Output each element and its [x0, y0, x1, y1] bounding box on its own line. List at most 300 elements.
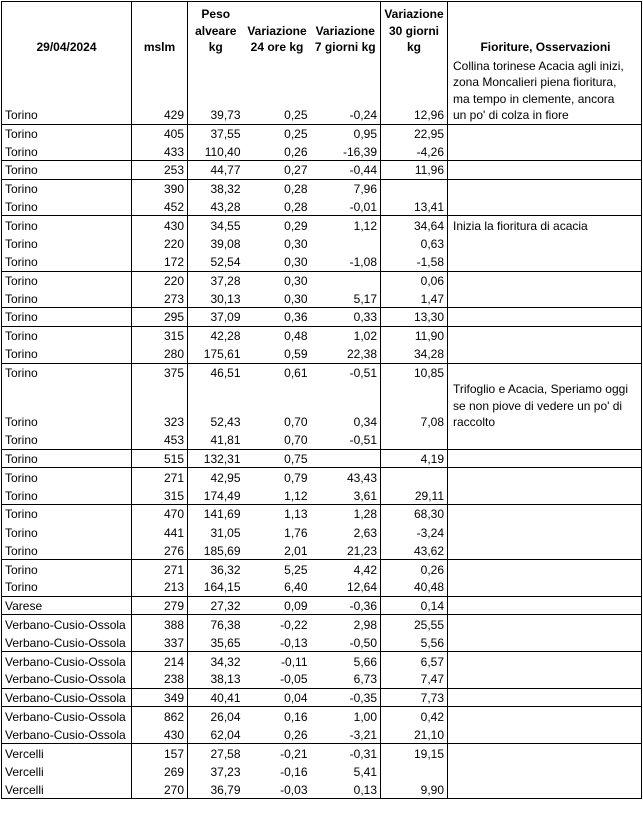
table-row: [2, 633, 642, 651]
observations-cell: [448, 633, 642, 651]
observations-cell: [448, 596, 642, 614]
change-24h-cell: -0,16: [280, 764, 308, 779]
hive-weight-cell: 43,28: [188, 198, 244, 216]
altitude-cell: 430: [132, 216, 188, 234]
observations-cell: [448, 381, 642, 431]
change-7d-cell: -0,01: [311, 198, 381, 216]
table-row: [2, 468, 642, 486]
altitude-cell: 295: [132, 308, 188, 326]
change-30d-cell: 13,41: [381, 198, 448, 216]
observations-cell: [448, 486, 642, 504]
table-row: [2, 670, 642, 688]
province-cell: Torino: [2, 58, 132, 125]
observations-cell: [448, 216, 642, 234]
change-30d-cell: -4,26: [381, 142, 448, 160]
province-cell: Verbano-Cusio-Ossola: [2, 652, 132, 670]
hive-weight-cell: 30,13: [188, 290, 244, 308]
province-cell: Torino: [2, 308, 132, 326]
change-30d-cell: 0,63: [381, 234, 448, 252]
change-7d-cell: 5,41: [311, 762, 381, 780]
change-24h-cell: 1,76: [284, 525, 308, 540]
hive-weight-cell: 36,32: [210, 562, 241, 577]
change-30d-cell: 11,96: [381, 161, 448, 179]
header-line: alveare: [195, 23, 237, 38]
table-row: [2, 290, 642, 308]
change-24h-cell: -0,05: [244, 670, 311, 688]
change-30d-cell: 11,90: [381, 326, 448, 344]
province-cell: Torino: [2, 271, 132, 289]
change-7d-cell: 5,17: [311, 290, 381, 308]
change-7d-cell: -0,31: [311, 744, 381, 762]
table-row: [2, 725, 642, 743]
change-7d-cell: 12,64: [311, 578, 381, 596]
header-line: kg: [406, 40, 421, 54]
change-7d-cell: -0,50: [311, 633, 381, 651]
change-7d-cell: 22,38: [311, 345, 381, 363]
hive-weight-cell: 31,05: [210, 525, 241, 540]
province-cell: Vercelli: [2, 744, 132, 762]
change-7d-cell: 2,63: [311, 523, 381, 541]
change-7d-cell: 6,73: [311, 670, 381, 688]
table-row: [2, 308, 642, 326]
altitude-cell: 429: [132, 58, 188, 125]
hive-weight-cell: 38,13: [188, 670, 244, 688]
hive-weight-cell: 35,65: [188, 633, 244, 651]
province-cell: Torino: [2, 290, 132, 308]
hive-weight-cell: 76,38: [210, 617, 241, 632]
change-7d-cell: [311, 271, 381, 289]
change-30d-cell: 43,62: [381, 541, 448, 559]
header-altitude: mslm: [132, 2, 188, 58]
observations-cell: [448, 688, 642, 706]
hive-weight-cell: 44,77: [188, 161, 244, 179]
table-row: [2, 381, 642, 431]
change-7d-cell: 4,42: [311, 560, 381, 578]
observations-cell: [448, 363, 642, 381]
observation-line: raccolto: [453, 415, 496, 430]
change-30d-cell: 9,90: [381, 780, 448, 798]
change-30d-cell: 7,47: [381, 670, 448, 688]
header-line: 30 giorni: [388, 23, 439, 38]
change-24h-cell: 0,36: [244, 308, 311, 326]
observations-cell: [448, 198, 642, 216]
province-cell: Verbano-Cusio-Ossola: [2, 615, 132, 633]
altitude-cell: 315: [132, 486, 188, 504]
altitude-cell: 270: [132, 780, 188, 798]
province-cell: Torino: [2, 234, 132, 252]
table-row: [2, 234, 642, 252]
change-7d-cell: -0,51: [311, 363, 381, 381]
change-24h-cell: 0,30: [284, 237, 308, 252]
change-7d-cell: 43,43: [311, 468, 381, 486]
observations-cell: [448, 523, 642, 541]
province-cell: Torino: [2, 124, 132, 142]
change-24h-cell: -0,22: [280, 617, 308, 632]
change-24h-cell: 0,04: [244, 688, 311, 706]
change-7d-cell: 0,34: [311, 381, 381, 431]
change-24h-cell: -0,21: [280, 746, 308, 761]
table-row: [2, 596, 642, 614]
observation-line: se non piove di vedere un po' di: [453, 398, 623, 413]
change-30d-cell: 19,15: [381, 744, 448, 762]
observation-line: Trifoglio e Acacia, Speriamo oggi: [453, 382, 628, 397]
altitude-cell: 453: [132, 431, 188, 449]
province-cell: Verbano-Cusio-Ossola: [2, 707, 132, 725]
hive-weight-cell: 164,15: [188, 578, 244, 596]
change-7d-cell: 1,02: [311, 326, 381, 344]
change-24h-cell: 0,25: [284, 126, 308, 141]
observations-cell: [448, 725, 642, 743]
change-30d-cell: 12,96: [381, 58, 448, 125]
change-7d-cell: -0,51: [311, 431, 381, 449]
altitude-cell: 220: [132, 234, 188, 252]
change-7d-cell: 0,33: [311, 308, 381, 326]
province-cell: Varese: [2, 596, 132, 614]
hive-weight-cell: 26,04: [210, 709, 241, 724]
province-cell: Torino: [2, 486, 132, 504]
observations-cell: [448, 253, 642, 271]
change-24h-cell: 6,40: [244, 578, 311, 596]
observations-cell: [448, 308, 642, 326]
province-cell: Verbano-Cusio-Ossola: [2, 670, 132, 688]
change-24h-cell: 1,12: [244, 486, 311, 504]
hive-weight-cell: 37,09: [188, 308, 244, 326]
table-row: [2, 271, 642, 289]
change-7d-cell: -16,39: [311, 142, 381, 160]
observations-cell: [448, 780, 642, 798]
change-7d-cell: 2,98: [311, 615, 381, 633]
hive-weight-cell: 39,73: [188, 58, 244, 125]
table-row: [2, 198, 642, 216]
change-30d-cell: [381, 762, 448, 780]
province-cell: Torino: [2, 161, 132, 179]
change-30d-cell: 0,06: [381, 271, 448, 289]
province-cell: Verbano-Cusio-Ossola: [2, 633, 132, 651]
change-24h-cell: 0,16: [284, 709, 308, 724]
header-change-30d: [381, 2, 448, 58]
altitude-cell: 430: [132, 725, 188, 743]
observations-cell: [448, 449, 642, 467]
province-cell: Torino: [2, 345, 132, 363]
observations-cell: [448, 124, 642, 142]
observation-line: un po' di colza in fiore: [453, 108, 569, 122]
table-row: [2, 615, 642, 633]
altitude-cell: 253: [132, 161, 188, 179]
table-row: [2, 744, 642, 762]
table-row: [2, 505, 642, 523]
change-24h-cell: 0,59: [244, 345, 311, 363]
altitude-cell: 405: [132, 124, 188, 142]
change-24h-cell: 0,09: [244, 596, 311, 614]
altitude-cell: 390: [132, 179, 188, 197]
change-7d-cell: -0,44: [311, 161, 381, 179]
observations-cell: [448, 271, 642, 289]
observations-cell: [448, 707, 642, 725]
table-row: [2, 523, 642, 541]
change-30d-cell: 29,11: [381, 486, 448, 504]
table-row: [2, 326, 642, 344]
hive-weight-cell: 141,69: [203, 507, 241, 522]
table-row: [2, 688, 642, 706]
change-24h-cell: 0,29: [284, 218, 308, 233]
change-7d-cell: 1,00: [311, 707, 381, 725]
altitude-cell: 337: [132, 633, 188, 651]
province-cell: Torino: [2, 541, 132, 559]
change-7d-cell: 5,66: [311, 652, 381, 670]
change-30d-cell: -1,58: [381, 253, 448, 271]
header-line: Peso: [201, 7, 231, 21]
change-24h-cell: 0,30: [244, 253, 311, 271]
beehive-weight-table: [1, 1, 642, 799]
change-24h-cell: 0,75: [244, 449, 311, 467]
table-row: [2, 142, 642, 160]
province-cell: Torino: [2, 431, 132, 449]
change-30d-cell: 4,19: [381, 449, 448, 467]
altitude-cell: 269: [132, 762, 188, 780]
observations-cell: [448, 326, 642, 344]
change-24h-cell: 0,48: [284, 329, 308, 344]
hive-weight-cell: 132,31: [188, 449, 244, 467]
change-24h-cell: 0,70: [244, 431, 311, 449]
observation-line: zona Moncalieri piena fioritura,: [453, 75, 617, 89]
hive-weight-cell: 62,04: [188, 725, 244, 743]
hive-weight-cell: 34,55: [210, 218, 241, 233]
observations-cell: [448, 161, 642, 179]
province-cell: Torino: [2, 198, 132, 216]
change-30d-cell: [381, 431, 448, 449]
altitude-cell: 271: [132, 560, 188, 578]
change-24h-cell: 0,30: [284, 274, 308, 289]
altitude-cell: 388: [132, 615, 188, 633]
altitude-cell: 315: [132, 326, 188, 344]
table-row: [2, 253, 642, 271]
province-cell: Vercelli: [2, 762, 132, 780]
province-cell: Torino: [2, 381, 132, 431]
change-24h-cell: 0,25: [244, 58, 311, 125]
altitude-cell: 271: [132, 468, 188, 486]
change-24h-cell: 0,26: [244, 725, 311, 743]
altitude-cell: 470: [132, 505, 188, 523]
change-30d-cell: 7,73: [381, 688, 448, 706]
change-30d-cell: 13,30: [381, 308, 448, 326]
observations-cell: [448, 744, 642, 762]
province-cell: Vercelli: [2, 780, 132, 798]
change-30d-cell: 68,30: [381, 505, 448, 523]
hive-weight-cell: 37,55: [210, 126, 241, 141]
change-30d-cell: 25,55: [381, 615, 448, 633]
change-24h-cell: 0,28: [284, 182, 308, 197]
hive-weight-cell: 52,43: [210, 415, 241, 430]
hive-weight-cell: 39,08: [210, 237, 241, 252]
observations-cell: [448, 560, 642, 578]
observations-cell: [448, 179, 642, 197]
table-row: [2, 363, 642, 381]
change-7d-cell: 0,13: [311, 780, 381, 798]
header-line: Variazione: [247, 23, 307, 38]
observations-cell: [448, 541, 642, 559]
province-cell: Torino: [2, 216, 132, 234]
change-7d-cell: 1,12: [311, 216, 381, 234]
province-cell: Verbano-Cusio-Ossola: [2, 725, 132, 743]
province-cell: Torino: [2, 468, 132, 486]
altitude-cell: 276: [132, 541, 188, 559]
change-24h-cell: -0,13: [244, 633, 311, 651]
change-30d-cell: 0,14: [381, 596, 448, 614]
table-row: [2, 345, 642, 363]
change-7d-cell: [311, 234, 381, 252]
altitude-cell: 172: [132, 253, 188, 271]
change-7d-cell: -0,35: [311, 688, 381, 706]
observation-line: Collina torinese Acacia agli inizi,: [453, 58, 624, 73]
change-24h-cell: 0,28: [244, 198, 311, 216]
header-line: Variazione: [315, 23, 375, 38]
change-30d-cell: 21,10: [381, 725, 448, 743]
observations-cell: [448, 505, 642, 523]
change-30d-cell: 1,47: [381, 290, 448, 308]
altitude-cell: 862: [132, 707, 188, 725]
altitude-cell: 213: [132, 578, 188, 596]
change-30d-cell: 7,08: [381, 381, 448, 431]
change-30d-cell: 0,26: [381, 560, 448, 578]
change-30d-cell: [381, 468, 448, 486]
altitude-cell: 280: [132, 345, 188, 363]
altitude-cell: 214: [132, 652, 188, 670]
change-24h-cell: 0,70: [284, 415, 308, 430]
change-24h-cell: 2,01: [244, 541, 311, 559]
change-7d-cell: -0,36: [311, 596, 381, 614]
change-24h-cell: 5,25: [284, 562, 308, 577]
table-row: [2, 652, 642, 670]
change-30d-cell: 10,85: [381, 363, 448, 381]
observations-cell: [448, 670, 642, 688]
hive-weight-cell: 27,58: [210, 746, 241, 761]
table-row: [2, 707, 642, 725]
change-7d-cell: 7,96: [311, 179, 381, 197]
observations-cell: [448, 58, 642, 125]
change-30d-cell: 34,28: [381, 345, 448, 363]
hive-weight-cell: 37,28: [210, 274, 241, 289]
province-cell: Torino: [2, 253, 132, 271]
observations-cell: [448, 431, 642, 449]
observations-cell: [448, 468, 642, 486]
change-24h-cell: -0,03: [244, 780, 311, 798]
header-line: kg: [208, 40, 223, 54]
change-30d-cell: [381, 179, 448, 197]
header-change-24h: [244, 2, 311, 58]
observations-cell: [448, 290, 642, 308]
hive-weight-cell: 36,79: [188, 780, 244, 798]
table-row: [2, 431, 642, 449]
change-30d-cell: 0,42: [381, 707, 448, 725]
province-cell: Torino: [2, 326, 132, 344]
hive-weight-cell: 37,23: [210, 764, 241, 779]
change-7d-cell: 3,61: [311, 486, 381, 504]
change-30d-cell: 34,64: [381, 216, 448, 234]
table-row: [2, 762, 642, 780]
province-cell: Verbano-Cusio-Ossola: [2, 688, 132, 706]
province-cell: Torino: [2, 363, 132, 381]
change-30d-cell: -3,24: [381, 523, 448, 541]
table-row: [2, 578, 642, 596]
header-change-7d: [311, 2, 381, 58]
hive-weight-cell: 42,28: [210, 329, 241, 344]
altitude-cell: 349: [132, 688, 188, 706]
table-row: [2, 124, 642, 142]
observations-cell: [448, 762, 642, 780]
change-7d-cell: [311, 449, 381, 467]
altitude-cell: 323: [132, 381, 188, 431]
observations-cell: [448, 652, 642, 670]
header-observations: Fioriture, Osservazioni: [480, 40, 611, 54]
observations-cell: [448, 615, 642, 633]
change-7d-cell: 0,95: [311, 124, 381, 142]
province-cell: Torino: [2, 449, 132, 467]
change-24h-cell: 0,26: [244, 142, 311, 160]
observation-line: ma tempo in clemente, ancora: [453, 91, 615, 106]
header-hive-weight: [188, 2, 244, 58]
observations-cell: [448, 142, 642, 160]
change-24h-cell: 0,61: [284, 365, 308, 380]
table-row: [2, 449, 642, 467]
altitude-cell: 375: [132, 363, 188, 381]
table-row: [2, 161, 642, 179]
altitude-cell: 279: [132, 596, 188, 614]
table-row: [2, 560, 642, 578]
province-cell: Torino: [2, 560, 132, 578]
header-line: Variazione: [384, 7, 444, 21]
province-cell: Torino: [2, 179, 132, 197]
change-24h-cell: 0,27: [244, 161, 311, 179]
change-24h-cell: 0,79: [284, 470, 308, 485]
province-cell: Torino: [2, 523, 132, 541]
province-cell: Torino: [2, 505, 132, 523]
change-7d-cell: 1,28: [311, 505, 381, 523]
change-30d-cell: 40,48: [381, 578, 448, 596]
hive-weight-cell: 40,41: [188, 688, 244, 706]
change-30d-cell: 5,56: [381, 633, 448, 651]
hive-weight-cell: 41,81: [188, 431, 244, 449]
header-date: 29/04/2024: [2, 2, 132, 58]
header-line: 7 giorni kg: [314, 40, 376, 54]
hive-weight-cell: 110,40: [188, 142, 244, 160]
change-7d-cell: -0,24: [311, 58, 381, 125]
table-row: [2, 486, 642, 504]
hive-weight-cell: 27,32: [188, 596, 244, 614]
observations-cell: [448, 234, 642, 252]
header-line: 24 ore kg: [250, 40, 304, 54]
change-24h-cell: 1,13: [284, 507, 308, 522]
header-row: [2, 2, 642, 58]
hive-weight-cell: 185,69: [188, 541, 244, 559]
hive-weight-cell: 34,32: [210, 654, 241, 669]
province-cell: Torino: [2, 142, 132, 160]
change-30d-cell: 6,57: [381, 652, 448, 670]
hive-weight-cell: 46,51: [210, 365, 241, 380]
altitude-cell: 273: [132, 290, 188, 308]
change-7d-cell: -3,21: [311, 725, 381, 743]
altitude-cell: 157: [132, 744, 188, 762]
hive-weight-cell: 38,32: [210, 182, 241, 197]
table-row: [2, 780, 642, 798]
altitude-cell: 441: [132, 523, 188, 541]
change-24h-cell: -0,11: [281, 654, 308, 669]
table-row: [2, 179, 642, 197]
province-cell: Torino: [2, 578, 132, 596]
change-7d-cell: 21,23: [311, 541, 381, 559]
hive-weight-cell: 174,49: [188, 486, 244, 504]
hive-weight-cell: 52,54: [188, 253, 244, 271]
change-24h-cell: 0,30: [244, 290, 311, 308]
